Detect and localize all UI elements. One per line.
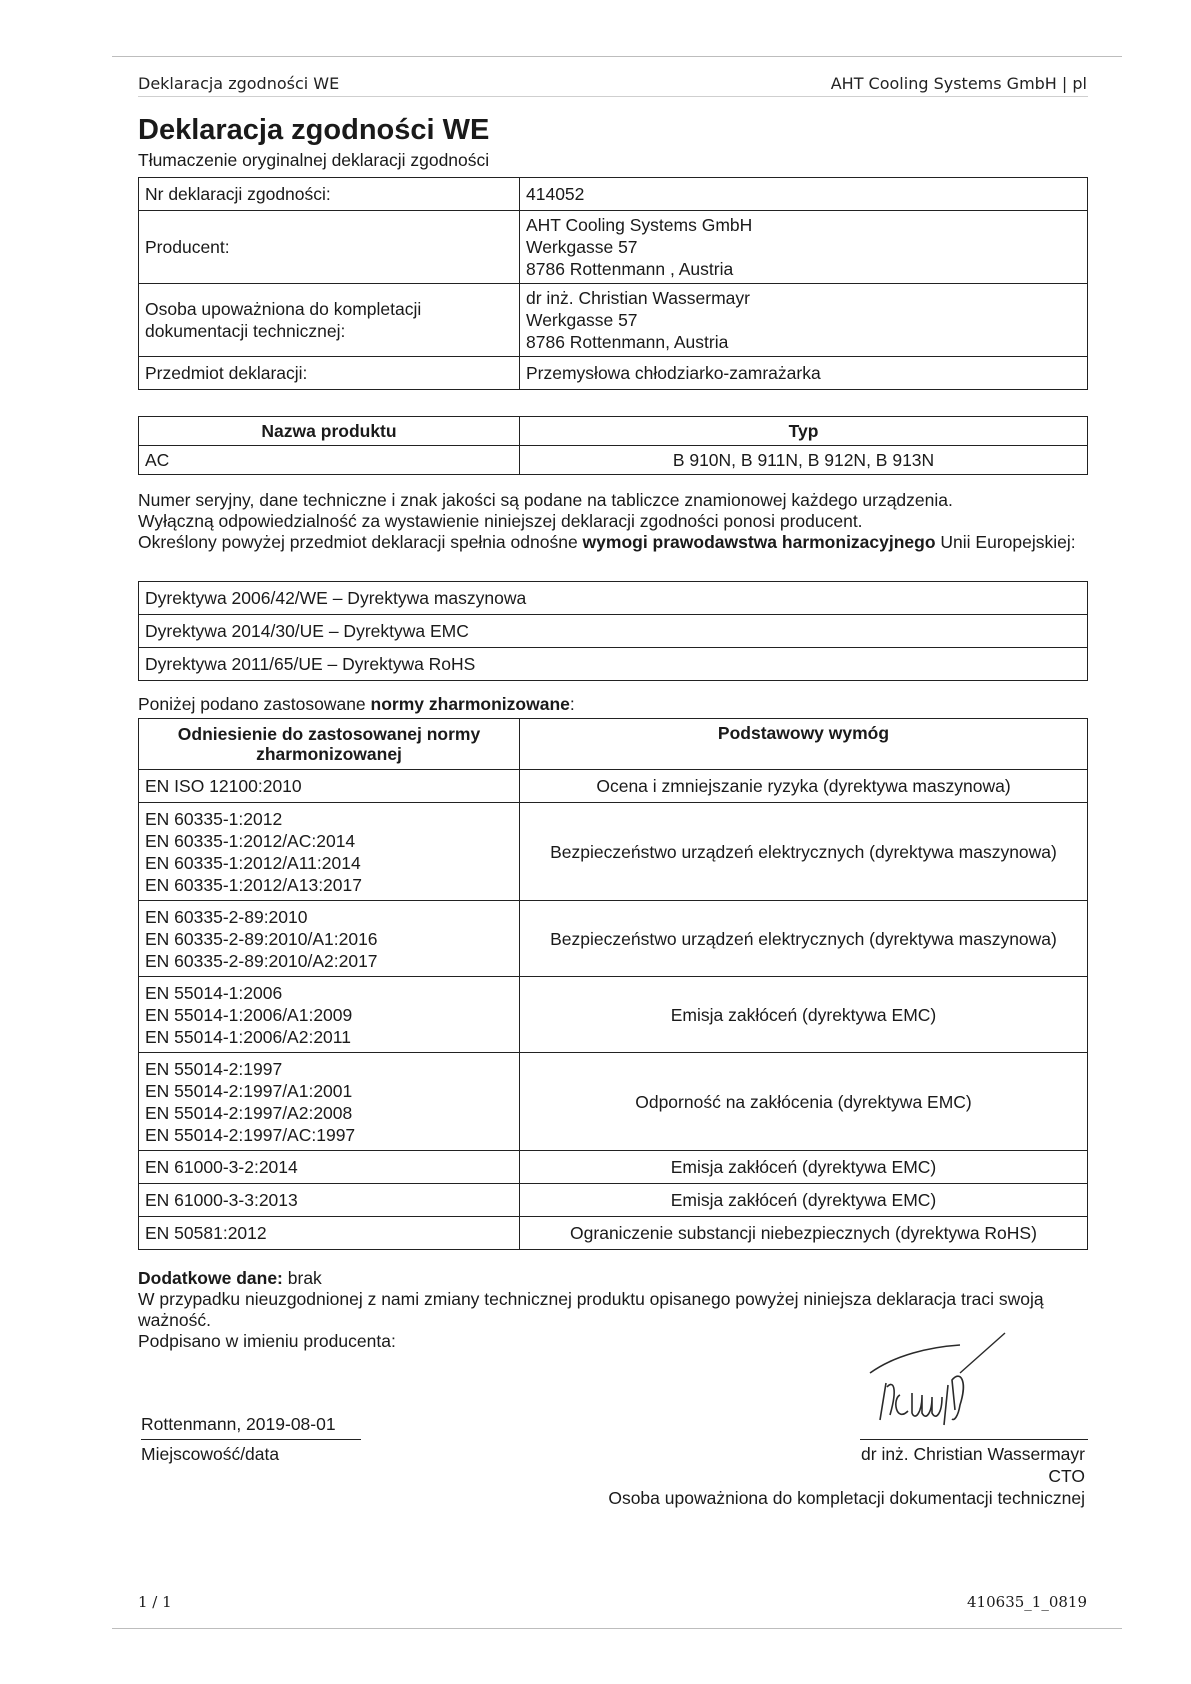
- standard-ref: EN 60335-1:2012/A11:2014: [145, 852, 361, 873]
- standard-requirement: Emisja zakłóceń (dyrektywa EMC): [520, 977, 1088, 1053]
- intro-text: Unii Europejskiej:: [935, 532, 1076, 552]
- additional-label: Dodatkowe dane:: [138, 1268, 283, 1288]
- standard-ref: EN 55014-1:2006: [145, 982, 283, 1003]
- place-date-block: [141, 1413, 336, 1435]
- intro-line: [138, 532, 1088, 553]
- standard-ref: EN 60335-2-89:2010/A1:2016: [145, 928, 378, 949]
- standard-ref: EN 60335-2-89:2010: [145, 906, 308, 927]
- place-date-rule: [141, 1439, 361, 1440]
- document-subtitle: Tłumaczenie oryginalnej deklaracji zgodności: [138, 150, 490, 170]
- declaration-no-label: Nr deklaracji zgodności:: [139, 178, 520, 211]
- signatory-block: [608, 1443, 1085, 1509]
- standard-requirement: Ograniczenie substancji niebezpiecznych (dyrektywa RoHS): [520, 1217, 1088, 1250]
- signatory-function: Osoba upoważniona do kompletacji dokumentacji technicznej: [608, 1488, 1085, 1508]
- producer-line: AHT Cooling Systems GmbH: [526, 215, 753, 235]
- standard-ref: EN 55014-2:1997/A1:2001: [145, 1080, 353, 1101]
- page-number: 1 / 1: [138, 1593, 172, 1611]
- standard-ref: EN 55014-2:1997: [145, 1058, 283, 1079]
- standard-ref: EN 55014-2:1997/AC:1997: [145, 1124, 356, 1145]
- directive-row: Dyrektywa 2006/42/WE – Dyrektywa maszynowa: [139, 582, 1088, 615]
- standards-intro-bold: normy zharmonizowane: [370, 694, 570, 714]
- standards-table: [138, 718, 1088, 1250]
- standard-refs: [139, 1053, 520, 1151]
- standards-intro: [138, 694, 1088, 715]
- authorized-label-line: Osoba upoważniona do kompletacji: [145, 299, 422, 319]
- standard-ref: EN ISO 12100:2010: [145, 776, 302, 796]
- standard-ref: EN 61000-3-3:2013: [145, 1190, 298, 1210]
- standards-intro-text: :: [569, 694, 575, 714]
- additional-value: brak: [282, 1268, 322, 1288]
- place-date: Rottenmann, 2019-08-01: [141, 1414, 336, 1434]
- directive-row: Dyrektywa 2014/30/UE – Dyrektywa EMC: [139, 615, 1088, 648]
- standard-requirement: Bezpieczeństwo urządzeń elektrycznych (dyrektywa maszynowa): [520, 803, 1088, 901]
- header-left: Deklaracja zgodności WE: [138, 74, 340, 93]
- intro-bold-text: wymogi prawodawstwa harmonizacyjnego: [582, 532, 936, 552]
- product-table: [138, 416, 1088, 475]
- standard-refs: [139, 977, 520, 1053]
- declaration-no-value: 414052: [520, 178, 1088, 211]
- intro-line: Numer seryjny, dane techniczne i znak jakości są podane na tabliczce znamionowej każdego urządzenia.: [138, 490, 953, 510]
- producer-label: Producent:: [139, 211, 520, 284]
- additional-line: [138, 1268, 1088, 1289]
- intro-paragraph: [138, 490, 1088, 553]
- handwritten-signature: [860, 1325, 1040, 1435]
- document-code: 410635_1_0819: [967, 1593, 1087, 1611]
- standard-ref: EN 60335-1:2012/AC:2014: [145, 830, 356, 851]
- declaration-info-table: [138, 177, 1088, 390]
- product-name-header: Nazwa produktu: [139, 417, 520, 446]
- intro-line: Wyłączną odpowiedzialność za wystawienie niniejszej deklaracji zgodności ponosi producent.: [138, 511, 863, 531]
- standard-refs: [139, 770, 520, 803]
- standard-ref: EN 55014-1:2006/A1:2009: [145, 1004, 353, 1025]
- standard-ref: EN 61000-3-2:2014: [145, 1157, 298, 1177]
- standard-refs: [139, 803, 520, 901]
- standard-refs: [139, 1151, 520, 1184]
- producer-address: [520, 211, 1088, 284]
- standard-requirement: Bezpieczeństwo urządzeń elektrycznych (dyrektywa maszynowa): [520, 901, 1088, 977]
- standard-requirement: Emisja zakłóceń (dyrektywa EMC): [520, 1184, 1088, 1217]
- subject-value: Przemysłowa chłodziarko-zamrażarka: [520, 357, 1088, 390]
- product-type-header: Typ: [520, 417, 1088, 446]
- intro-text: Określony powyżej przedmiot deklaracji spełnia odnośne: [138, 532, 583, 552]
- header-underline: [138, 96, 1088, 97]
- directives-table: [138, 581, 1088, 681]
- signatory-role: CTO: [1048, 1466, 1085, 1486]
- signatory-name: dr inż. Christian Wassermayr: [861, 1444, 1085, 1464]
- producer-line: 8786 Rottenmann , Austria: [526, 259, 734, 279]
- document-title: Deklaracja zgodności WE: [138, 114, 490, 146]
- standard-ref: EN 60335-1:2012: [145, 808, 283, 829]
- authorized-line: 8786 Rottenmann, Austria: [526, 332, 729, 352]
- place-date-label-block: [141, 1443, 279, 1465]
- signature-rule: [860, 1439, 1088, 1440]
- signed-for: Podpisano w imieniu producenta:: [138, 1331, 396, 1351]
- authorized-line: dr inż. Christian Wassermayr: [526, 288, 750, 308]
- standards-intro-text: Poniżej podano zastosowane: [138, 694, 371, 714]
- standard-ref: EN 50581:2012: [145, 1223, 267, 1243]
- top-rule: [112, 56, 1122, 57]
- place-date-label: Miejscowość/data: [141, 1444, 280, 1464]
- authorized-line: Werkgasse 57: [526, 310, 638, 330]
- standard-refs: [139, 1184, 520, 1217]
- authorized-person-address: [520, 284, 1088, 357]
- standard-ref-header: Odniesienie do zastosowanej normy zharmonizowanej: [139, 719, 520, 770]
- standard-ref: EN 60335-2-89:2010/A2:2017: [145, 950, 378, 971]
- subject-label: Przedmiot deklaracji:: [139, 357, 520, 390]
- standard-requirement: Odporność na zakłócenia (dyrektywa EMC): [520, 1053, 1088, 1151]
- standard-refs: [139, 901, 520, 977]
- directive-row: Dyrektywa 2011/65/UE – Dyrektywa RoHS: [139, 648, 1088, 681]
- product-type: B 910N, B 911N, B 912N, B 913N: [520, 446, 1088, 475]
- standard-ref: EN 60335-1:2012/A13:2017: [145, 874, 362, 895]
- standard-ref: EN 55014-1:2006/A2:2011: [145, 1026, 351, 1047]
- standard-requirement: Ocena i zmniejszanie ryzyka (dyrektywa maszynowa): [520, 770, 1088, 803]
- authorized-person-label: [139, 284, 520, 357]
- producer-line: Werkgasse 57: [526, 237, 638, 257]
- requirement-header: Podstawowy wymóg: [520, 719, 1088, 770]
- bottom-rule: [112, 1628, 1122, 1629]
- validity-note: W przypadku nieuzgodnionej z nami zmiany technicznej produktu opisanego powyżej niniejsza deklaracja traci swoją ważność.: [138, 1289, 1044, 1330]
- standard-ref: EN 55014-2:1997/A2:2008: [145, 1102, 353, 1123]
- header-right: AHT Cooling Systems GmbH | pl: [830, 74, 1087, 93]
- authorized-label-line: dokumentacji technicznej:: [145, 321, 346, 341]
- product-name: AC: [139, 446, 520, 475]
- standard-refs: [139, 1217, 520, 1250]
- standard-requirement: Emisja zakłóceń (dyrektywa EMC): [520, 1151, 1088, 1184]
